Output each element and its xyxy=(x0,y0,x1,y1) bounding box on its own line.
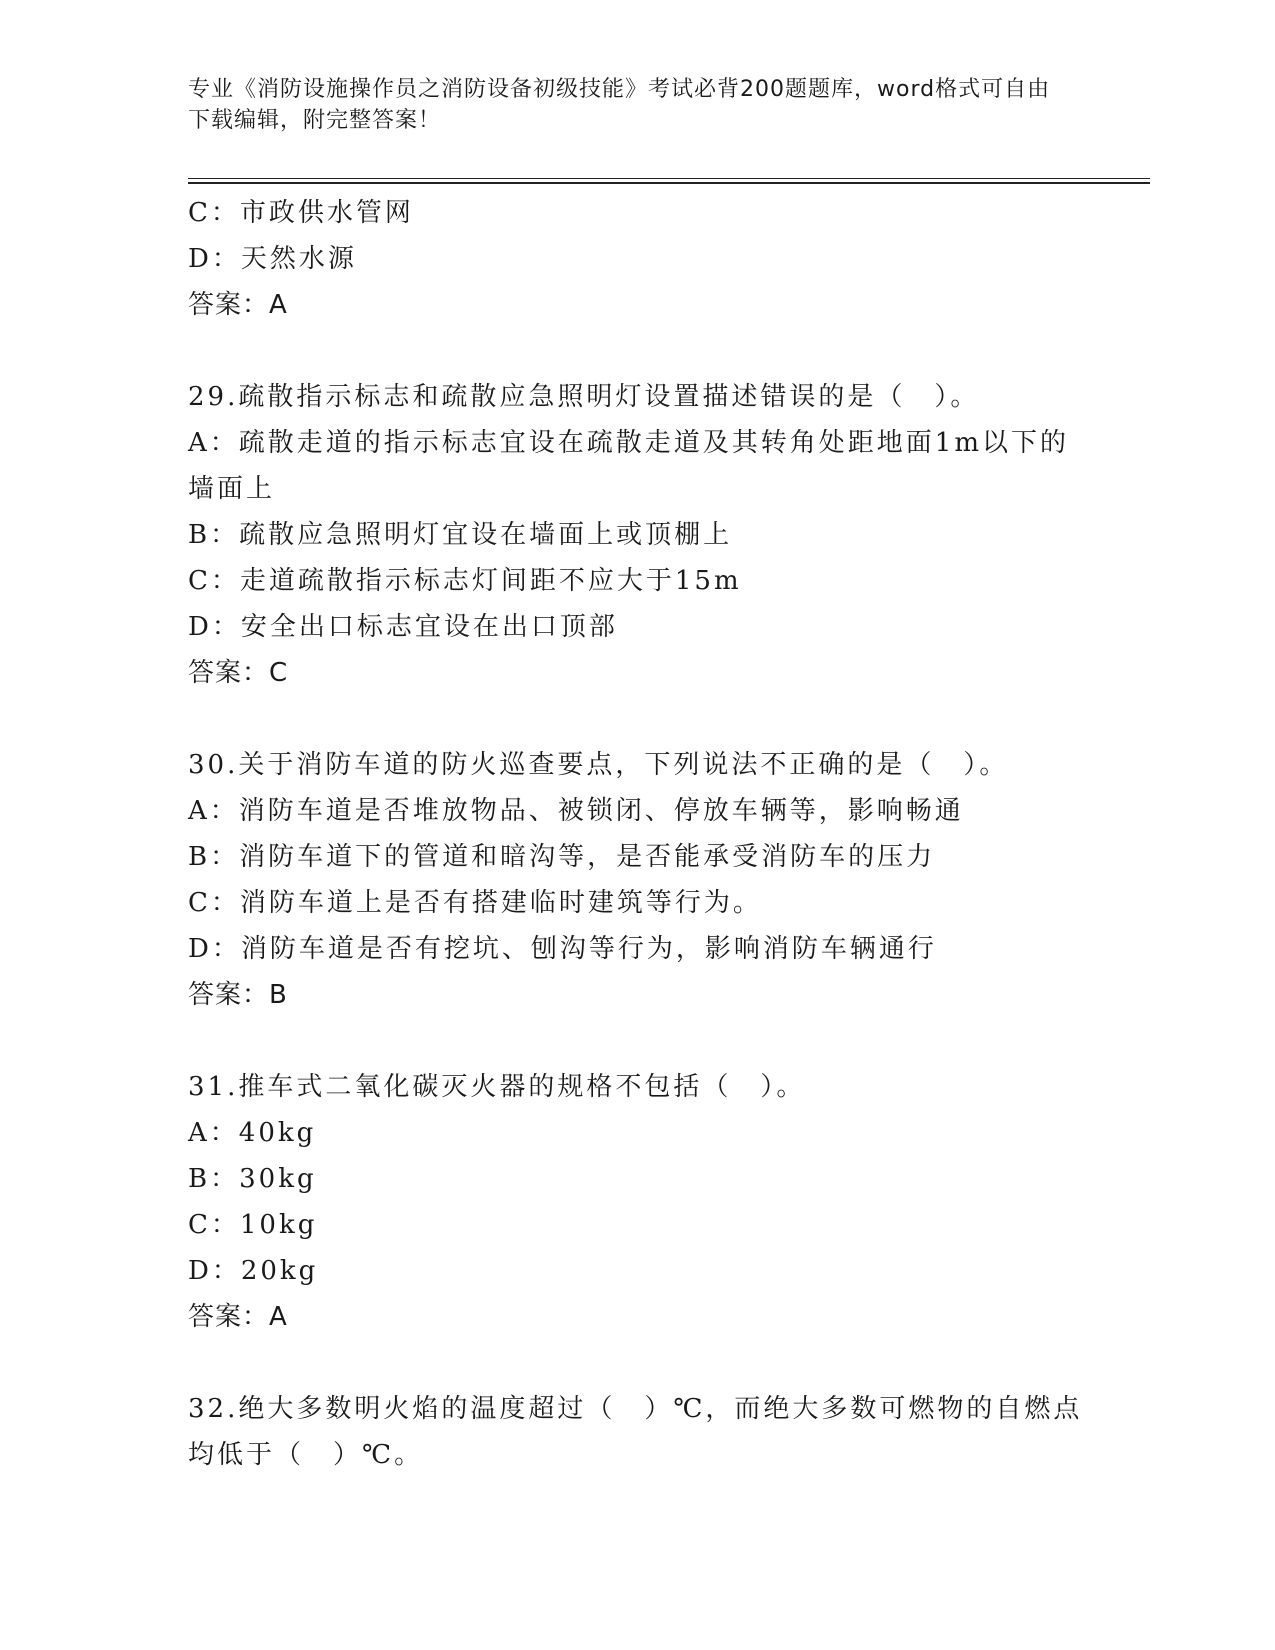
question-stem: 31.推车式二氧化碳灭火器的规格不包括（ ）。 xyxy=(188,1072,806,1102)
question-stem: 30.关于消防车道的防火巡查要点，下列说法不正确的是（ ）。 xyxy=(188,750,1009,780)
answer-option: B：30kg xyxy=(188,1164,317,1194)
question-stem: 32.绝大多数明火焰的温度超过（ ）℃，而绝大多数可燃物的自燃点均低于（ ）℃。 xyxy=(188,1394,1083,1470)
answer-key: 答案：C xyxy=(188,658,289,688)
answer-option: D：20kg xyxy=(188,1256,319,1286)
answer-option: A：疏散走道的指示标志宜设在疏散走道及其转角处距地面1m以下的墙面上 xyxy=(188,428,1069,504)
spacer xyxy=(188,1340,1088,1386)
answer-option: B：疏散应急照明灯宜设在墙面上或顶棚上 xyxy=(188,520,733,550)
answer-option: C：市政供水管网 xyxy=(188,198,414,228)
answer-option: B：消防车道下的管道和暗沟等，是否能承受消防车的压力 xyxy=(188,842,936,872)
answer-key: 答案：B xyxy=(188,980,288,1010)
question-stem: 29.疏散指示标志和疏散应急照明灯设置描述错误的是（ ）。 xyxy=(188,382,980,412)
answer-option: A：40kg xyxy=(188,1118,317,1148)
answer-option: C：走道疏散指示标志灯间距不应大于15m xyxy=(188,566,742,596)
answer-option: C：10kg xyxy=(188,1210,318,1240)
question-list xyxy=(188,190,1088,1478)
answer-option: A：消防车道是否堆放物品、被锁闭、停放车辆等，影响畅通 xyxy=(188,796,964,826)
header-divider-thick xyxy=(188,182,1150,184)
spacer xyxy=(188,1018,1088,1064)
spacer xyxy=(188,696,1088,742)
header-divider-thin xyxy=(188,178,1150,179)
answer-option: D：天然水源 xyxy=(188,244,357,274)
answer-key: 答案：A xyxy=(188,290,288,320)
document-header: 专业《消防设施操作员之消防设备初级技能》考试必背200题题库，word格式可自由下载编辑，附完整答案！ xyxy=(188,77,1051,133)
answer-option: C：消防车道上是否有搭建临时建筑等行为。 xyxy=(188,888,762,918)
spacer xyxy=(188,328,1088,374)
answer-key: 答案：A xyxy=(188,1302,288,1332)
answer-option: D：消防车道是否有挖坑、刨沟等行为，影响消防车辆通行 xyxy=(188,934,937,964)
answer-option: D：安全出口标志宜设在出口顶部 xyxy=(188,612,618,642)
